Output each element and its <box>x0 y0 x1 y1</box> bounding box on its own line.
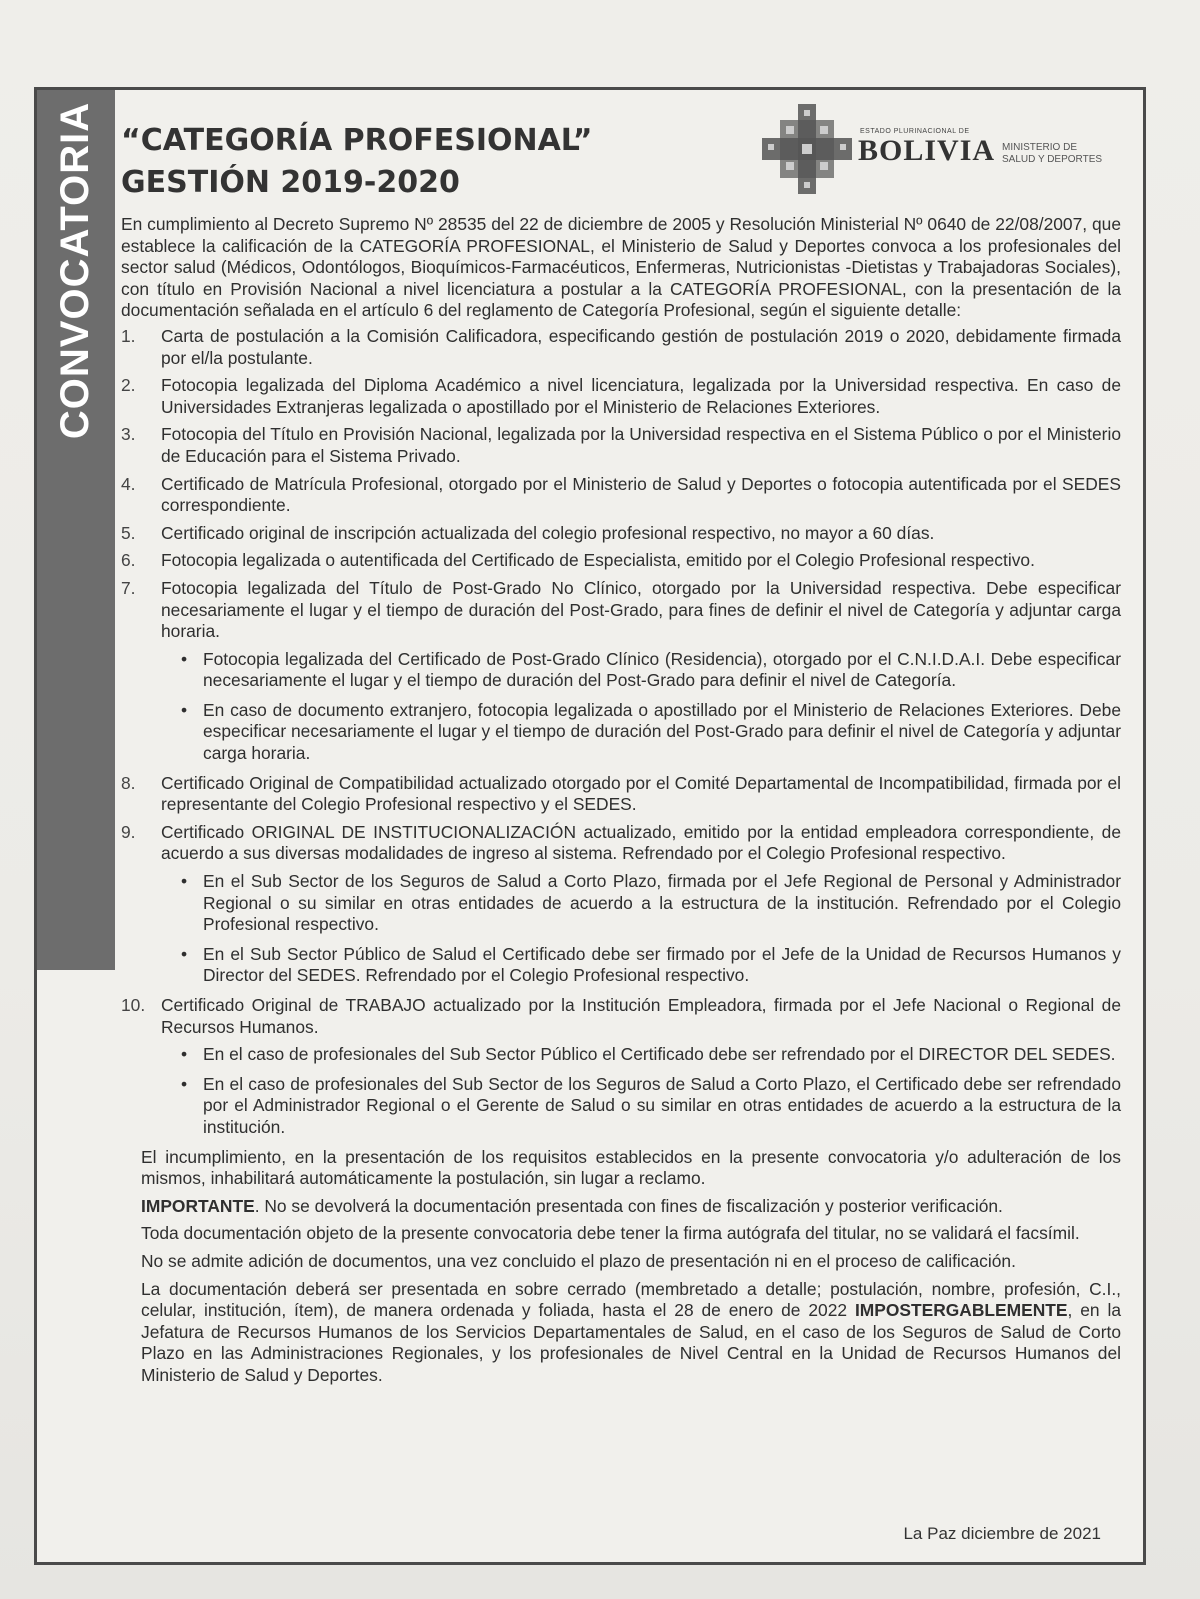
requirement-text: Certificado Original de TRABAJO actualizado por la Institución Empleadora, firmada por el Jefe Nacional o Regional de Recursos Humanos. <box>161 995 1121 1037</box>
requirement-item <box>121 550 1121 572</box>
logo-ministry-line-1: MINISTERIO DE <box>1002 142 1078 153</box>
submission-deadline-emphasis: IMPOSTERGABLEMENTE <box>854 1300 1068 1321</box>
requirement-text: Carta de postulación a la Comisión Calificadora, especificando gestión de postulación 2019 o 2020, debidamente firmada por el/la postulante. <box>161 325 1121 368</box>
requirement-text: Certificado original de inscripción actualizada del colegio profesional respectivo, no mayor a 60 días. <box>161 522 935 543</box>
requirement-text: Fotocopia del Título en Provisión Nacional, legalizada por la Universidad respectiva en el Sistema Público o por el Ministerio de Educación para el Sistema Privado. <box>161 424 1121 466</box>
requirement-number: 8. <box>121 772 136 793</box>
logo-country: BOLIVIA <box>858 134 996 167</box>
logo-state-text: ESTADO PLURINACIONAL DE <box>860 128 970 135</box>
important-label: IMPORTANTE <box>141 1195 255 1216</box>
requirement-item <box>121 523 1121 545</box>
sub-bullet-item <box>165 1044 1121 1066</box>
requirement-item <box>121 578 1121 643</box>
important-text: . No se devolverá la documentación presentada con fines de fiscalización y posterior verificación. <box>254 1195 1003 1216</box>
requirement-number: 3. <box>121 424 136 445</box>
bullet-dot-icon: • <box>180 1044 188 1065</box>
announcement-body <box>121 214 1121 1393</box>
government-logo <box>762 104 1132 194</box>
noncompliance-paragraph: El incumplimiento, en la presentación de los requisitos establecidos en la presente convocatoria y/o adulteración de los mismos, inhabilitará automáticamente la postulación, sin lugar a reclamo. <box>141 1146 1121 1189</box>
requirement-number: 4. <box>121 473 136 494</box>
bullet-dot-icon: • <box>180 648 188 669</box>
requirement-text: Certificado ORIGINAL DE INSTITUCIONALIZACIÓN actualizado, emitido por la entidad empleadora correspondiente, de acuerdo a sus diversas modalidades de ingreso al sistema. Refrendado por el Colegio Profesional respectivo. <box>161 821 1121 864</box>
requirement-item <box>121 773 1121 816</box>
sub-bullet-item <box>165 871 1121 936</box>
requirement-text: Fotocopia legalizada del Título de Post-Grado No Clínico, otorgado por la Universidad respectiva. Debe especificar necesariamente el lugar y el tiempo de duración del Post-Grado, para fines de definir el nivel de Categoría y adjuntar carga horaria. <box>161 577 1121 642</box>
requirement-text: Fotocopia legalizada del Diploma Académico a nivel licenciatura, legalizada por la Universidad respectiva. En caso de Universidades Extranjeras legalizada o apostillado por el Ministerio de Relaciones Exteriores. <box>161 375 1121 417</box>
requirement-item <box>121 474 1121 517</box>
sub-bullet-text: En el caso de profesionales del Sub Sector de los Seguros de Salud a Corto Plazo, el Certificado debe ser refrendado por el Administrador Regional o el Gerente de Salud o su similar en otras entidades de acuerdo a la estructura de la institución. <box>203 1073 1121 1137</box>
bullet-dot-icon: • <box>180 699 188 720</box>
sub-bullet-item <box>165 700 1121 765</box>
place-date: La Paz diciembre de 2021 <box>903 1524 1101 1543</box>
bullet-dot-icon: • <box>180 871 188 892</box>
sub-bullet-item <box>165 649 1121 692</box>
bullet-dot-icon: • <box>180 1073 188 1094</box>
sidebar-label-wrap <box>37 90 115 450</box>
sub-bullet-text: Fotocopia legalizada del Certificado de Post-Grado Clínico (Residencia), otorgado por el C.N.I.D.A.I. Debe especificar necesariamente el lugar y el tiempo de duración del Post-Grado para definir el nivel de Categoría. <box>203 648 1121 691</box>
sub-bullet-text: En el caso de profesionales del Sub Sector Público el Certificado debe ser refrendado por el DIRECTOR DEL SEDES. <box>203 1044 1116 1065</box>
chakana-crest-icon <box>762 104 852 194</box>
sub-bullet-text: En el Sub Sector Público de Salud el Certificado debe ser firmado por el Jefe de la Unidad de Recursos Humanos y Director del SEDES. Refrendado por el Colegio Profesional respectivo. <box>203 943 1121 986</box>
signature-paragraph: Toda documentación objeto de la presente convocatoria debe tener la firma autógrafa del titular, no se validará el facsímil. <box>141 1223 1080 1244</box>
requirement-number: 6. <box>121 550 136 571</box>
submission-text-2: , en la Jefatura de Recursos Humanos de los Servicios Departamentales de Salud, en el caso de los Seguros de Salud de Corto Plazo en las Administraciones Regionales, y los profesionales de Nivel Central en la Unidad de Recursos Humanos del Ministerio de Salud y Deportes. <box>141 1300 1121 1385</box>
important-paragraph <box>141 1196 1121 1218</box>
requirement-text: Fotocopia legalizada o autentificada del Certificado de Especialista, emitido por el Colegio Profesional respectivo. <box>161 550 1035 571</box>
requirement-text: Certificado Original de Compatibilidad actualizado otorgado por el Comité Departamental de Incompatibilidad, firmada por el representante del Colegio Profesional respectivo y el SEDES. <box>161 772 1121 815</box>
sub-bullet-item <box>165 1074 1121 1139</box>
requirement-item <box>121 375 1121 418</box>
sub-bullet-text: En caso de documento extranjero, fotocopia legalizada o apostillado por el Ministerio de Relaciones Exteriores. Debe especificar necesariamente el lugar y el tiempo de duración del Post-Grado para definir el nivel de Categoría y adjuntar carga horaria. <box>203 699 1121 764</box>
requirement-number: 5. <box>121 522 136 543</box>
submission-text-1: La documentación deberá ser presentada en sobre cerrado (membretado a detalle; postulación, nombre, profesión, C.I., celular, institución, ítem), de manera ordenada y foliada, hasta el 28 de enero de 2022 <box>141 1278 1121 1321</box>
requirement-item <box>121 326 1121 369</box>
logo-ministry <box>1002 142 1132 166</box>
requirement-item <box>121 822 1121 865</box>
intro-paragraph: En cumplimiento al Decreto Supremo Nº 28535 del 22 de diciembre de 2005 y Resolución Ministerial Nº 0640 de 22/08/2007, que establece la calificación de la CATEGORÍA PROFESIONAL, el Ministerio de Salud y Deportes convoca a los profesionales del sector salud (Médicos, Odontólogos, Bioquímicos-Farmacéuticos, Enfermeras, Nutricionistas -Dietistas y Trabajadoras Sociales), con título en Provisión Nacional a nivel licenciatura a postular a la CATEGORÍA PROFESIONAL, con la presentación de la documentación señalada en el artículo 6 del reglamento de Categoría Profesional, según el siguiente detalle: <box>121 214 1121 321</box>
logo-ministry-line-2: SALUD Y DEPORTES <box>1002 154 1103 165</box>
title-line-2: GESTIÓN 2019-2020 <box>121 165 460 200</box>
announcement-frame <box>34 87 1146 1565</box>
sidebar-band <box>37 90 115 970</box>
sidebar-label: CONVOCATORIA <box>53 101 98 439</box>
title-block <box>121 120 741 204</box>
requirement-item <box>121 424 1121 467</box>
bullet-dot-icon: • <box>180 943 188 964</box>
title-line-1: “CATEGORÍA PROFESIONAL” <box>121 123 593 158</box>
sub-bullet-item <box>165 944 1121 987</box>
requirement-number: 7. <box>121 577 136 598</box>
requirement-number: 10. <box>121 995 146 1015</box>
requirement-number: 2. <box>121 375 136 396</box>
sub-bullet-text: En el Sub Sector de los Seguros de Salud a Corto Plazo, firmada por el Jefe Regional de Personal y Administrador Regional o su similar en otras entidades de acuerdo a la estructura de la institución. Refrendado por el Colegio Profesional respectivo. <box>203 871 1121 935</box>
submission-paragraph <box>141 1279 1121 1387</box>
requirement-text: Certificado de Matrícula Profesional, otorgado por el Ministerio de Salud y Deportes o fotocopia autentificada por el SEDES correspondiente. <box>161 473 1121 516</box>
requirement-item <box>121 995 1121 1038</box>
requirement-number: 9. <box>121 821 136 842</box>
no-addition-paragraph: No se admite adición de documentos, una vez concluido el plazo de presentación ni en el proceso de calificación. <box>141 1250 1016 1271</box>
requirement-number: 1. <box>121 325 136 346</box>
